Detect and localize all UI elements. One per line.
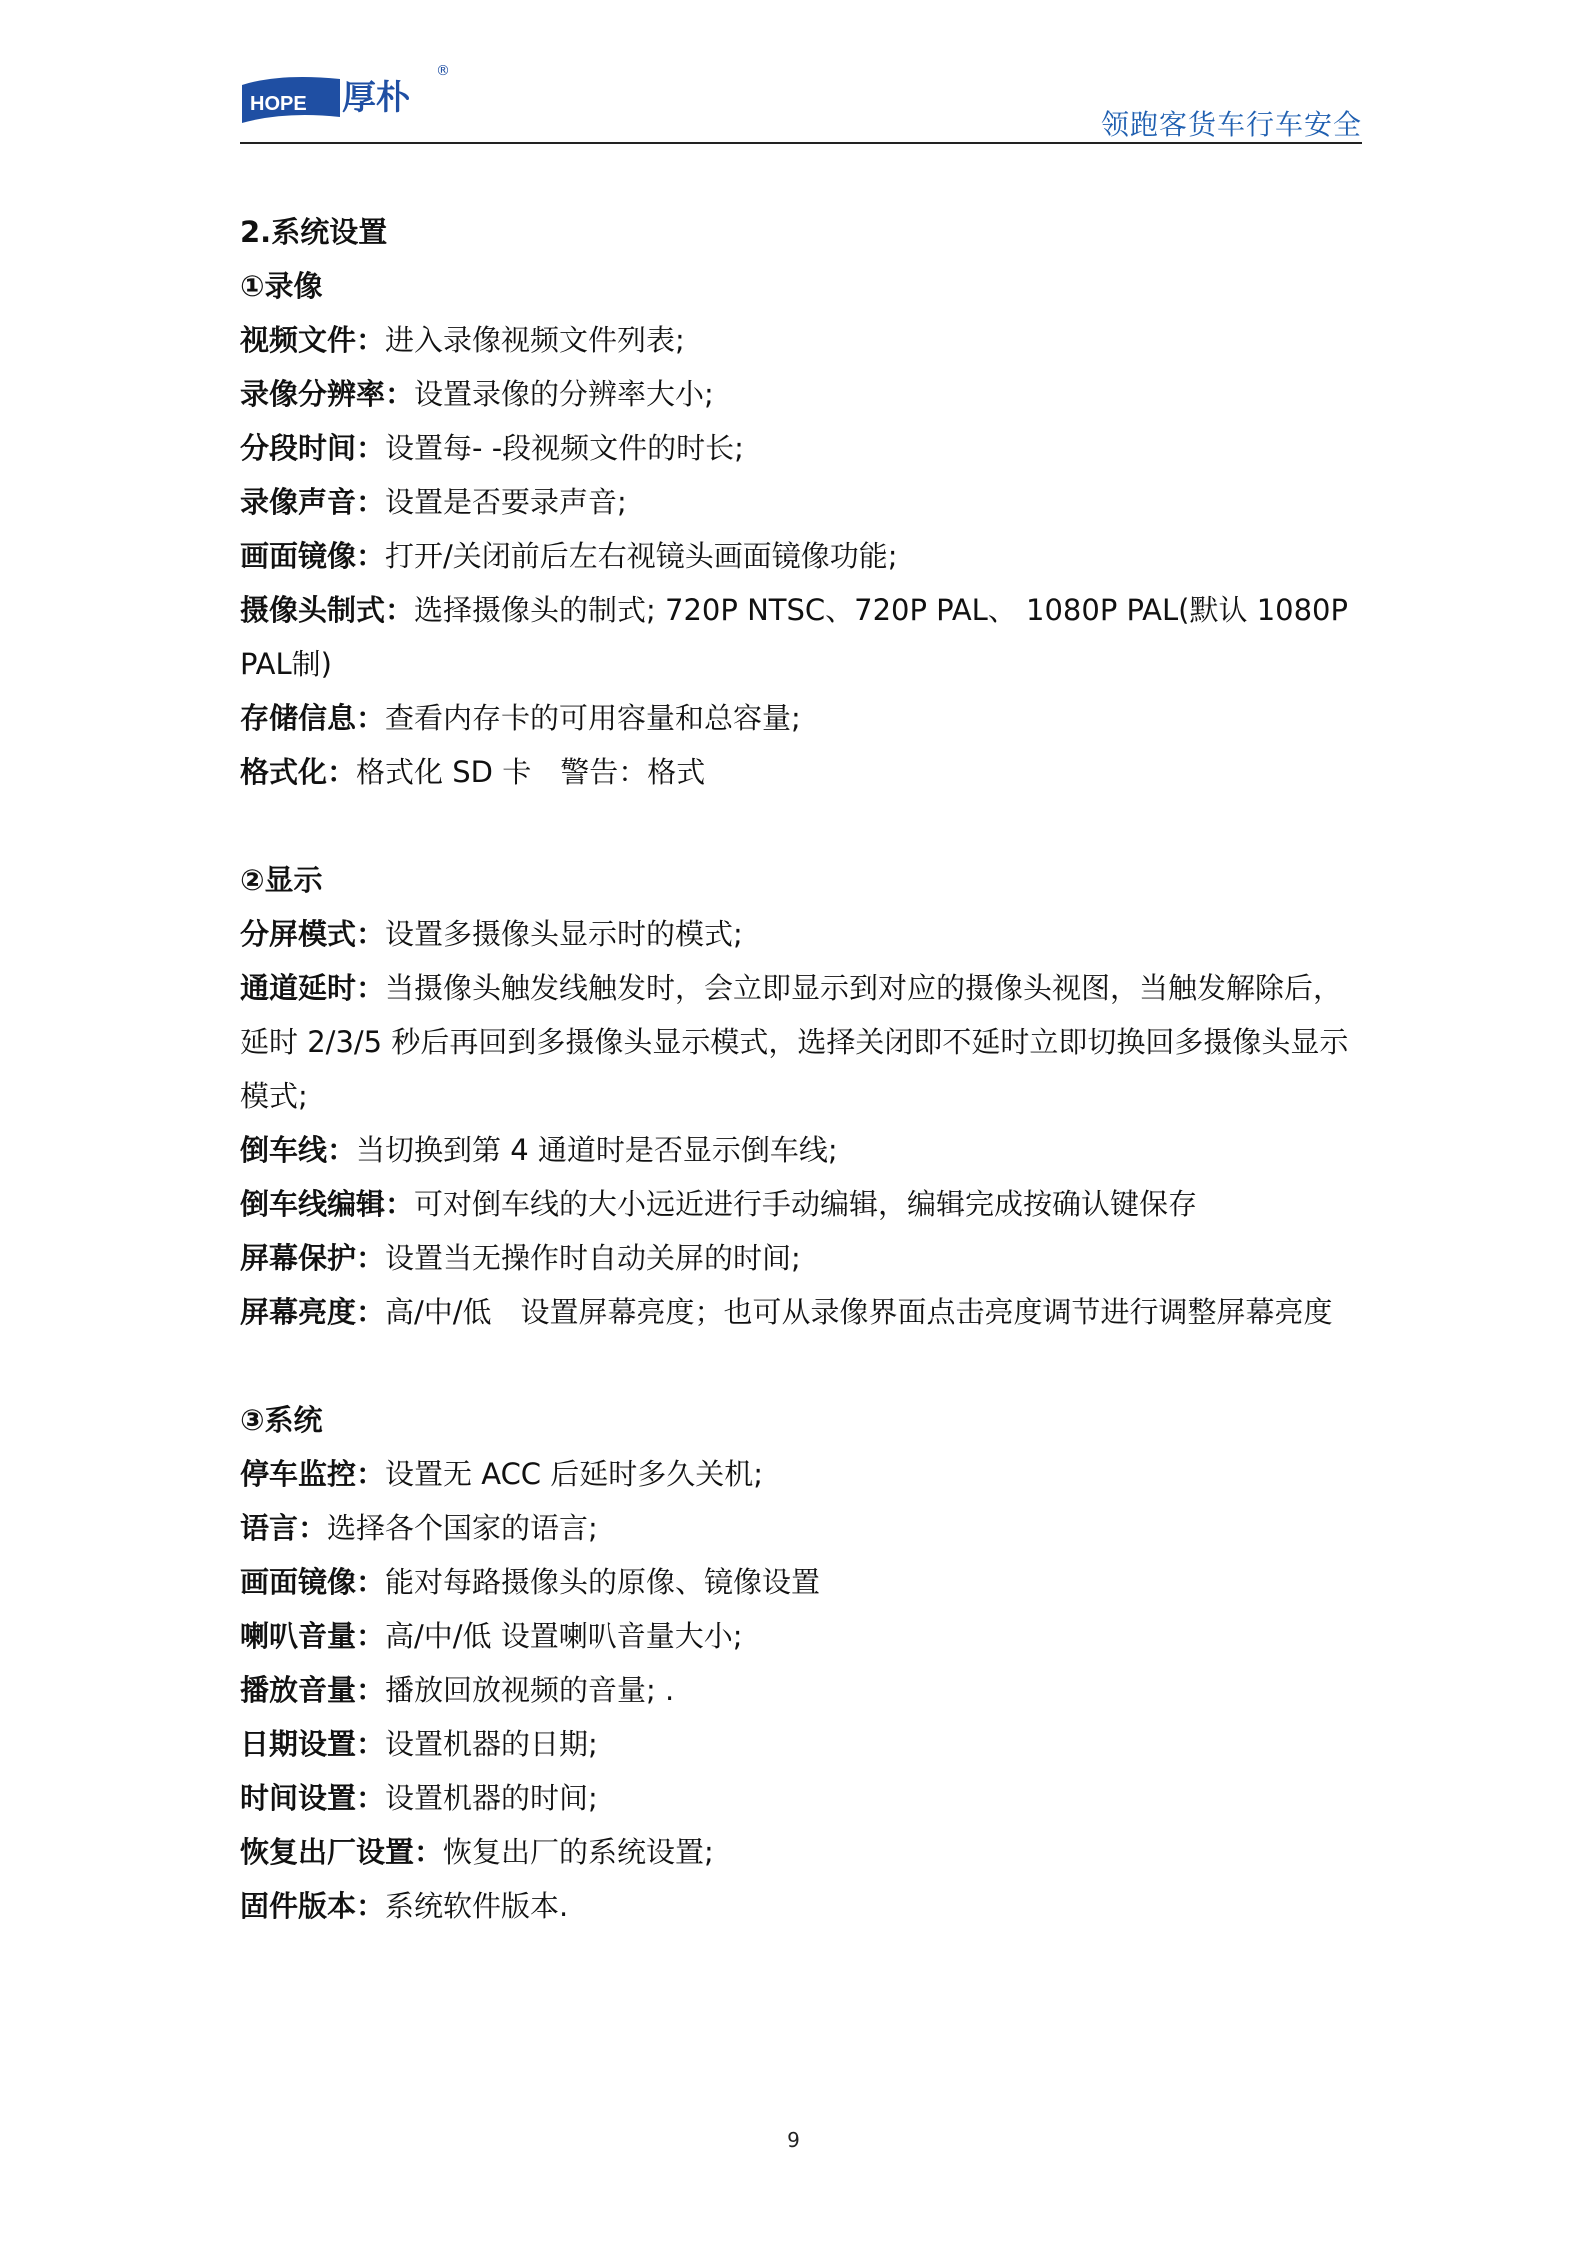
setting-term: 分屏模式： [240,917,386,951]
document-body [240,205,1362,1933]
setting-term: 语言： [240,1511,328,1545]
setting-item [240,1177,1362,1231]
svg-text:HOPE: HOPE [250,93,307,115]
setting-item [240,745,1362,799]
setting-item [240,475,1362,529]
setting-term: 屏幕保护： [240,1241,386,1275]
setting-desc: 选择各个国家的语言; [327,1511,598,1545]
setting-desc: 高/中/低 设置屏幕亮度；也可从录像界面点击亮度调节进行调整屏幕亮度 [385,1295,1333,1329]
setting-desc: 格式化 SD 卡 警告：格式 [356,755,706,789]
setting-item [240,1609,1362,1663]
setting-desc: 恢复出厂的系统设置; [443,1835,714,1869]
setting-desc: 当切换到第 4 通道时是否显示倒车线; [356,1133,838,1167]
setting-item [240,1663,1362,1717]
setting-desc: 能对每路摄像头的原像、镜像设置 [385,1565,821,1599]
svg-text:®: ® [436,63,450,79]
setting-desc: 系统软件版本. [385,1889,569,1923]
setting-item [240,367,1362,421]
setting-desc: 当摄像头触发线触发时，会立即显示到对应的摄像头视图，当触发解除后，延时 2/3/5 秒后再回到多摄像头显示模式，选择关闭即不延时立即切换回多摄像头显示模式; [240,971,1349,1113]
setting-item [240,1447,1362,1501]
setting-desc: 设置多摄像头显示时的模式; [385,917,743,951]
svg-text:厚朴: 厚朴 [342,78,410,118]
setting-desc: 设置每- -段视频文件的时长; [385,431,744,465]
setting-desc: 设置机器的日期; [385,1727,598,1761]
setting-term: 存储信息： [240,701,386,735]
header-slogan: 领跑客货车行车安全 [1100,108,1362,141]
setting-desc: 设置录像的分辨率大小; [414,377,714,411]
setting-item [240,1231,1362,1285]
setting-desc: 设置当无操作时自动关屏的时间; [385,1241,801,1275]
spacer [240,799,1362,853]
setting-desc: 设置无 ACC 后延时多久关机; [385,1457,764,1491]
group-title-display: ②显示 [240,863,323,897]
setting-term: 录像声音： [240,485,386,519]
section-title: 2.系统设置 [240,215,388,249]
header-divider [240,142,1362,144]
setting-item [240,1879,1362,1933]
setting-term: 固件版本： [240,1889,386,1923]
spacer [240,1339,1362,1393]
setting-term: 视频文件： [240,323,386,357]
setting-desc: 进入录像视频文件列表; [385,323,685,357]
setting-term: 恢复出厂设置： [240,1835,444,1869]
setting-item [240,907,1362,961]
setting-item [240,313,1362,367]
setting-term: 日期设置： [240,1727,386,1761]
group-title-recording: ①录像 [240,269,323,303]
setting-term: 屏幕亮度： [240,1295,386,1329]
setting-term: 倒车线编辑： [240,1187,415,1221]
group-title-system: ③系统 [240,1403,323,1437]
setting-term: 画面镜像： [240,539,386,573]
setting-item [240,1771,1362,1825]
setting-term: 时间设置： [240,1781,386,1815]
setting-item [240,961,1362,1123]
setting-term: 通道延时： [240,971,386,1005]
setting-term: 分段时间： [240,431,386,465]
setting-item [240,1555,1362,1609]
setting-item [240,1825,1362,1879]
setting-term: 摄像头制式： [240,593,415,627]
setting-desc: 设置是否要录声音; [385,485,627,519]
setting-term: 停车监控： [240,1457,386,1491]
setting-term: 播放音量： [240,1673,386,1707]
page-number: 9 [787,2128,800,2152]
setting-desc: 查看内存卡的可用容量和总容量; [385,701,801,735]
setting-item [240,1123,1362,1177]
setting-desc: 播放回放视频的音量; . [385,1673,675,1707]
setting-desc: 选择摄像头的制式; 720P NTSC、720P PAL、 1080P PAL(默认 1080P PAL制) [240,593,1348,681]
setting-item [240,421,1362,475]
setting-item [240,691,1362,745]
setting-item [240,529,1362,583]
setting-term: 画面镜像： [240,1565,386,1599]
setting-desc: 设置机器的时间; [385,1781,598,1815]
setting-desc: 高/中/低 设置喇叭音量大小; [385,1619,743,1653]
setting-item [240,1717,1362,1771]
hope-logo [240,55,460,135]
setting-item [240,1501,1362,1555]
page-header [240,55,1362,145]
setting-desc: 打开/关闭前后左右视镜头画面镜像功能; [385,539,898,573]
setting-item [240,583,1362,691]
setting-term: 倒车线： [240,1133,357,1167]
setting-term: 格式化： [240,755,357,789]
setting-desc: 可对倒车线的大小远近进行手动编辑，编辑完成按确认键保存 [414,1187,1198,1221]
setting-term: 喇叭音量： [240,1619,386,1653]
setting-item [240,1285,1362,1339]
setting-term: 录像分辨率： [240,377,415,411]
